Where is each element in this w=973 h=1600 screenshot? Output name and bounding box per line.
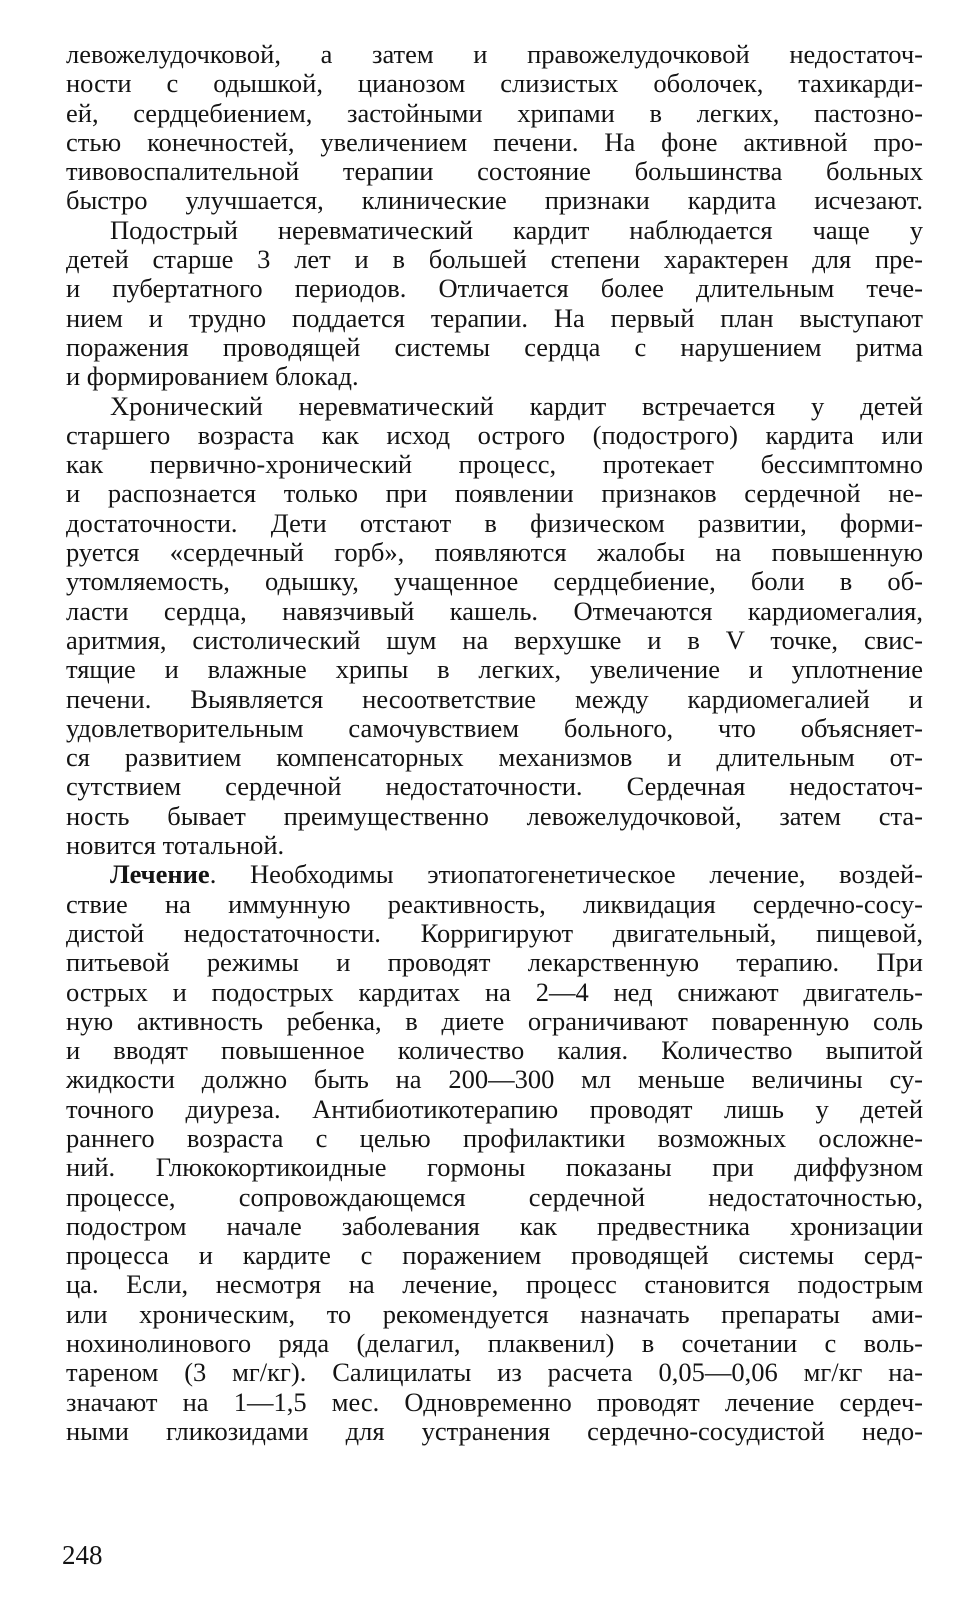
- text-line: руется «сердечный горб», появляются жалобы на повышенную: [66, 537, 923, 568]
- text-line: Хронический неревматический кардит встречается у детей: [110, 390, 923, 421]
- page-body: [66, 40, 923, 1446]
- text-line: тареном (3 мг/кг). Салицилаты из расчета 0,05—0,06 мг/кг на-: [66, 1357, 923, 1388]
- text-line: сутствием сердечной недостаточности. Сердечная недостаточ-: [66, 771, 923, 802]
- text-line: острых и подострых кардитах на 2—4 нед снижают двигатель-: [66, 976, 923, 1007]
- text-line: удовлетворительным самочувствием больного, что объясняет-: [66, 712, 923, 743]
- text-line: стью конечностей, увеличением печени. На фоне активной про-: [66, 126, 923, 157]
- text-line: поражения проводящей системы сердца с нарушением ритма: [66, 331, 923, 362]
- text-line: значают на 1—1,5 мес. Одновременно проводят лечение сердеч-: [66, 1386, 923, 1417]
- page-number: 248: [62, 1540, 103, 1570]
- text-line: ными гликозидами для устранения сердечно-сосудистой недо-: [66, 1415, 923, 1446]
- text-line: и формированием блокад.: [66, 361, 359, 392]
- text-line: аритмия, систолический шум на верхушке и в V точке, свис-: [66, 624, 923, 655]
- text-line: тящие и влажные хрипы в легких, увеличение и уплотнение: [66, 654, 923, 685]
- text-line: питьевой режимы и проводят лекарственную терапию. При: [66, 947, 923, 978]
- text-line: ную активность ребенка, в диете ограничивают поваренную соль: [66, 1005, 923, 1036]
- text-line: печени. Выявляется несоответствие между кардиомегалией и: [66, 683, 923, 714]
- paragraph-3: [66, 392, 923, 861]
- paragraph-2: [66, 216, 923, 392]
- text-line: детей старше 3 лет и в большей степени характерен для пре-: [66, 244, 923, 275]
- text-line: или хроническим, то рекомендуется назначать препараты ами-: [66, 1298, 923, 1329]
- text-line: подостром начале заболевания как предвестника хронизации: [66, 1210, 923, 1241]
- text-line: и пубертатного периодов. Отличается более длительным тече-: [66, 273, 923, 304]
- text-line: точного диуреза. Антибиотикотерапию проводят лишь у детей: [66, 1093, 923, 1124]
- text-line: старшего возраста как исход острого (подострого) кардита или: [66, 419, 923, 450]
- text-line: ний. Глюкокортикоидные гормоны показаны при диффузном: [66, 1152, 923, 1183]
- text-line: ся развитием компенсаторных механизмов и длительным от-: [66, 742, 923, 773]
- text-line: ласти сердца, навязчивый кашель. Отмечаются кардиомегалия,: [66, 595, 923, 626]
- text-line: новится тотальной.: [66, 830, 285, 861]
- text-line: и вводят повышенное количество калия. Количество выпитой: [66, 1035, 923, 1066]
- text-line: процессе, сопровождающемся сердечной недостаточностью,: [66, 1181, 923, 1212]
- section-heading: Лечение: [110, 859, 210, 890]
- paragraph-4: [66, 860, 923, 1446]
- text-line: ность бывает преимущественно левожелудочковой, затем ста-: [66, 800, 923, 831]
- text-line: ности с одышкой, цианозом слизистых оболочек, тахикарди-: [66, 68, 923, 99]
- text-line: тивовоспалительной терапии состояние большинства больных: [66, 156, 923, 187]
- text-line: ца. Если, несмотря на лечение, процесс становится подострым: [66, 1269, 923, 1300]
- text-line: процесса и кардите с поражением проводящей системы серд-: [66, 1240, 923, 1271]
- text-line: нохинолинового ряда (делагил, плаквенил) в сочетании с воль-: [66, 1328, 923, 1359]
- text-line: и распознается только при появлении признаков сердечной не-: [66, 478, 923, 509]
- text-line: раннего возраста с целью профилактики возможных осложне-: [66, 1122, 923, 1153]
- text-line-rest: . Необходимы этиопатогенетическое лечение, воздей-: [209, 859, 923, 890]
- text-line: левожелудочковой, а затем и правожелудочковой недостаточ-: [66, 39, 923, 69]
- text-line: достаточности. Дети отстают в физическом развитии, форми-: [66, 507, 923, 538]
- text-line: нием и трудно поддается терапии. На первый план выступают: [66, 302, 923, 333]
- text-line: ей, сердцебиением, застойными хрипами в легких, пастозно-: [66, 97, 923, 128]
- text-line: жидкости должно быть на 200—300 мл меньше величины су-: [66, 1064, 923, 1095]
- paragraph-1: [66, 40, 923, 216]
- text-line: утомляемость, одышку, учащенное сердцебиение, боли в об-: [66, 566, 923, 597]
- text-line: дистой недостаточности. Корригируют двигательный, пищевой,: [66, 917, 923, 948]
- text-line: Подострый неревматический кардит наблюдается чаще у: [110, 214, 923, 245]
- text-line: ствие на иммунную реактивность, ликвидация сердечно-сосу-: [66, 888, 923, 919]
- text-line: быстро улучшается, клинические признаки кардита исчезают.: [66, 185, 923, 216]
- text-line: как первично-хронический процесс, протекает бессимптомно: [66, 449, 923, 480]
- text-line: [66, 860, 923, 889]
